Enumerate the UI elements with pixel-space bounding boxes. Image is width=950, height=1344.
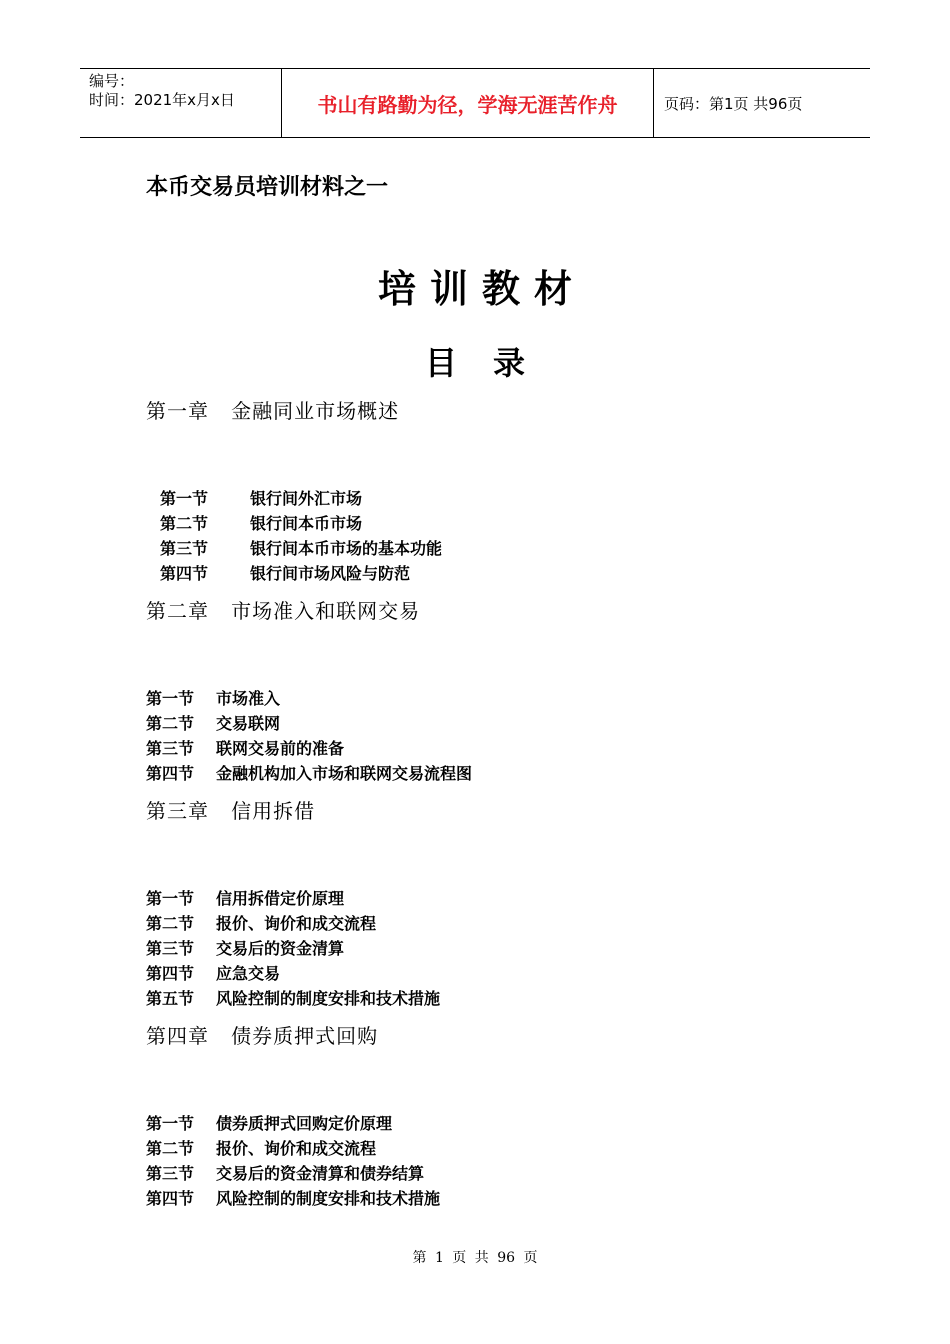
header-meta bbox=[80, 69, 282, 137]
toc-section-item[interactable] bbox=[146, 736, 344, 759]
section-title: 应急交易 bbox=[216, 964, 281, 983]
section-number: 第一节 bbox=[146, 889, 195, 908]
section-title: 信用拆借定价原理 bbox=[216, 889, 345, 908]
toc-section-item[interactable] bbox=[160, 561, 410, 584]
section-title: 银行间市场风险与防范 bbox=[250, 564, 411, 583]
page-footer: 第 1 页 共 96 页 bbox=[412, 1250, 538, 1266]
toc-heading: 目录 bbox=[424, 344, 561, 382]
section-title: 报价、询价和成交流程 bbox=[216, 914, 377, 933]
section-number: 第二节 bbox=[146, 714, 195, 733]
toc-section-item[interactable] bbox=[160, 486, 362, 509]
section-title: 报价、询价和成交流程 bbox=[216, 1139, 377, 1158]
section-title: 交易后的资金清算 bbox=[216, 939, 345, 958]
section-title: 银行间本币市场的基本功能 bbox=[250, 539, 443, 558]
document-subtitle: 本币交易员培训材料之一 bbox=[146, 174, 389, 200]
section-title: 交易联网 bbox=[216, 714, 281, 733]
section-number: 第三节 bbox=[146, 739, 195, 758]
section-number: 第二节 bbox=[146, 1139, 195, 1158]
toc-section-item[interactable] bbox=[146, 761, 472, 784]
chapter-title: 第二章 市场准入和联网交易 bbox=[146, 599, 421, 623]
section-title: 交易后的资金清算和债券结算 bbox=[216, 1164, 425, 1183]
document-title: 培训教材 bbox=[377, 266, 586, 311]
section-number: 第三节 bbox=[146, 939, 195, 958]
chapter-title: 第三章 信用拆借 bbox=[146, 799, 316, 823]
section-number: 第四节 bbox=[160, 564, 209, 583]
toc-section-item[interactable] bbox=[146, 911, 376, 934]
toc-section-item[interactable] bbox=[146, 711, 280, 734]
section-number: 第三节 bbox=[160, 539, 209, 558]
section-number: 第四节 bbox=[146, 1189, 195, 1208]
chapter-title: 第一章 金融同业市场概述 bbox=[146, 399, 400, 423]
section-number: 第一节 bbox=[160, 489, 209, 508]
section-number: 第二节 bbox=[160, 514, 209, 533]
toc-section-item[interactable] bbox=[146, 961, 280, 984]
section-title: 风险控制的制度安排和技术措施 bbox=[216, 989, 441, 1008]
section-number: 第四节 bbox=[146, 964, 195, 983]
section-title: 银行间本币市场 bbox=[250, 514, 363, 533]
number-label: 编号： bbox=[89, 72, 135, 90]
toc-section-item[interactable] bbox=[146, 936, 344, 959]
section-title: 银行间外汇市场 bbox=[250, 489, 363, 508]
toc-section-item[interactable] bbox=[146, 1186, 440, 1209]
section-title: 风险控制的制度安排和技术措施 bbox=[216, 1189, 441, 1208]
time-label: 时间：2021年x月x日 bbox=[89, 91, 235, 109]
section-title: 市场准入 bbox=[216, 689, 281, 708]
section-number: 第四节 bbox=[146, 764, 195, 783]
section-number: 第一节 bbox=[146, 689, 195, 708]
section-number: 第一节 bbox=[146, 1114, 195, 1133]
section-title: 联网交易前的准备 bbox=[216, 739, 345, 758]
section-title: 债券质押式回购定价原理 bbox=[216, 1114, 393, 1133]
toc-section-item[interactable] bbox=[160, 536, 442, 559]
toc-section-item[interactable] bbox=[146, 886, 344, 909]
chapter-title: 第四章 债券质押式回购 bbox=[146, 1024, 379, 1048]
header-page-info: 页码：第1页 共96页 bbox=[664, 94, 803, 113]
header-motto: 书山有路勤为径，学海无涯苦作舟 bbox=[282, 69, 654, 137]
section-title: 金融机构加入市场和联网交易流程图 bbox=[216, 764, 473, 783]
toc-section-item[interactable] bbox=[146, 686, 280, 709]
page-header bbox=[80, 68, 870, 138]
section-number: 第五节 bbox=[146, 989, 195, 1008]
section-number: 第三节 bbox=[146, 1164, 195, 1183]
toc-section-item[interactable] bbox=[146, 1111, 392, 1134]
toc-section-item[interactable] bbox=[160, 511, 362, 534]
toc-section-item[interactable] bbox=[146, 986, 440, 1009]
toc-section-item[interactable] bbox=[146, 1136, 376, 1159]
section-number: 第二节 bbox=[146, 914, 195, 933]
toc-section-item[interactable] bbox=[146, 1161, 424, 1184]
